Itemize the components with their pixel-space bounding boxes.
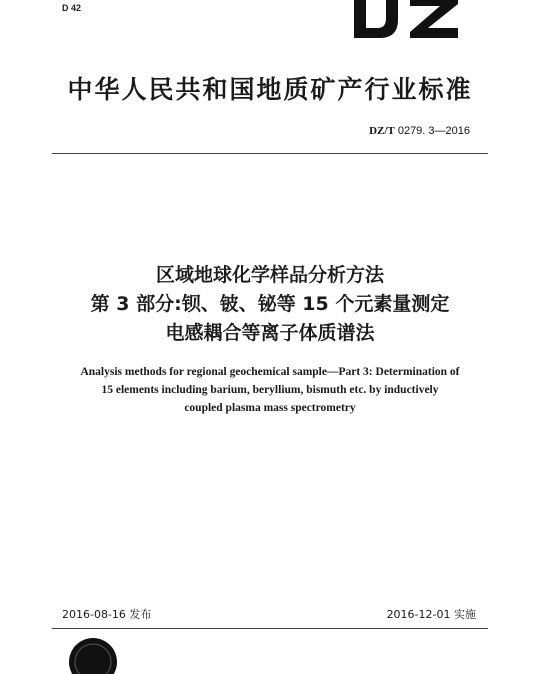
- standard-number-prefix: DZ/T: [369, 125, 395, 137]
- classification-code: D 42: [62, 3, 82, 13]
- bottom-divider: [52, 628, 488, 629]
- english-title-line-2: 15 elements including barium, beryllium, bismuth etc. by inductively: [101, 384, 439, 396]
- dz-logo: [340, 0, 480, 42]
- issue-date: 2016-08-16 发布: [62, 608, 152, 621]
- implementation-date: 2016-12-01 实施: [386, 608, 476, 621]
- standard-number: [369, 125, 470, 137]
- chinese-title-line-1: 区域地球化学样品分析方法: [155, 264, 384, 286]
- english-title-line-3: coupled plasma mass spectrometry: [184, 402, 356, 414]
- standard-organization-title: 中华人民共和国地质矿产行业标准: [67, 75, 473, 104]
- chinese-title-line-3: 电感耦合等离子体质谱法: [165, 322, 375, 344]
- english-title-line-1: Analysis methods for regional geochemical sample—Part 3: Determination of: [80, 366, 460, 378]
- chinese-title-line-2: 第 3 部分:钡、铍、铋等 15 个元素量测定: [90, 293, 450, 315]
- seal-emblem-icon: [68, 634, 118, 674]
- top-divider: [52, 153, 488, 154]
- standard-number-value: 0279. 3—2016: [397, 125, 470, 137]
